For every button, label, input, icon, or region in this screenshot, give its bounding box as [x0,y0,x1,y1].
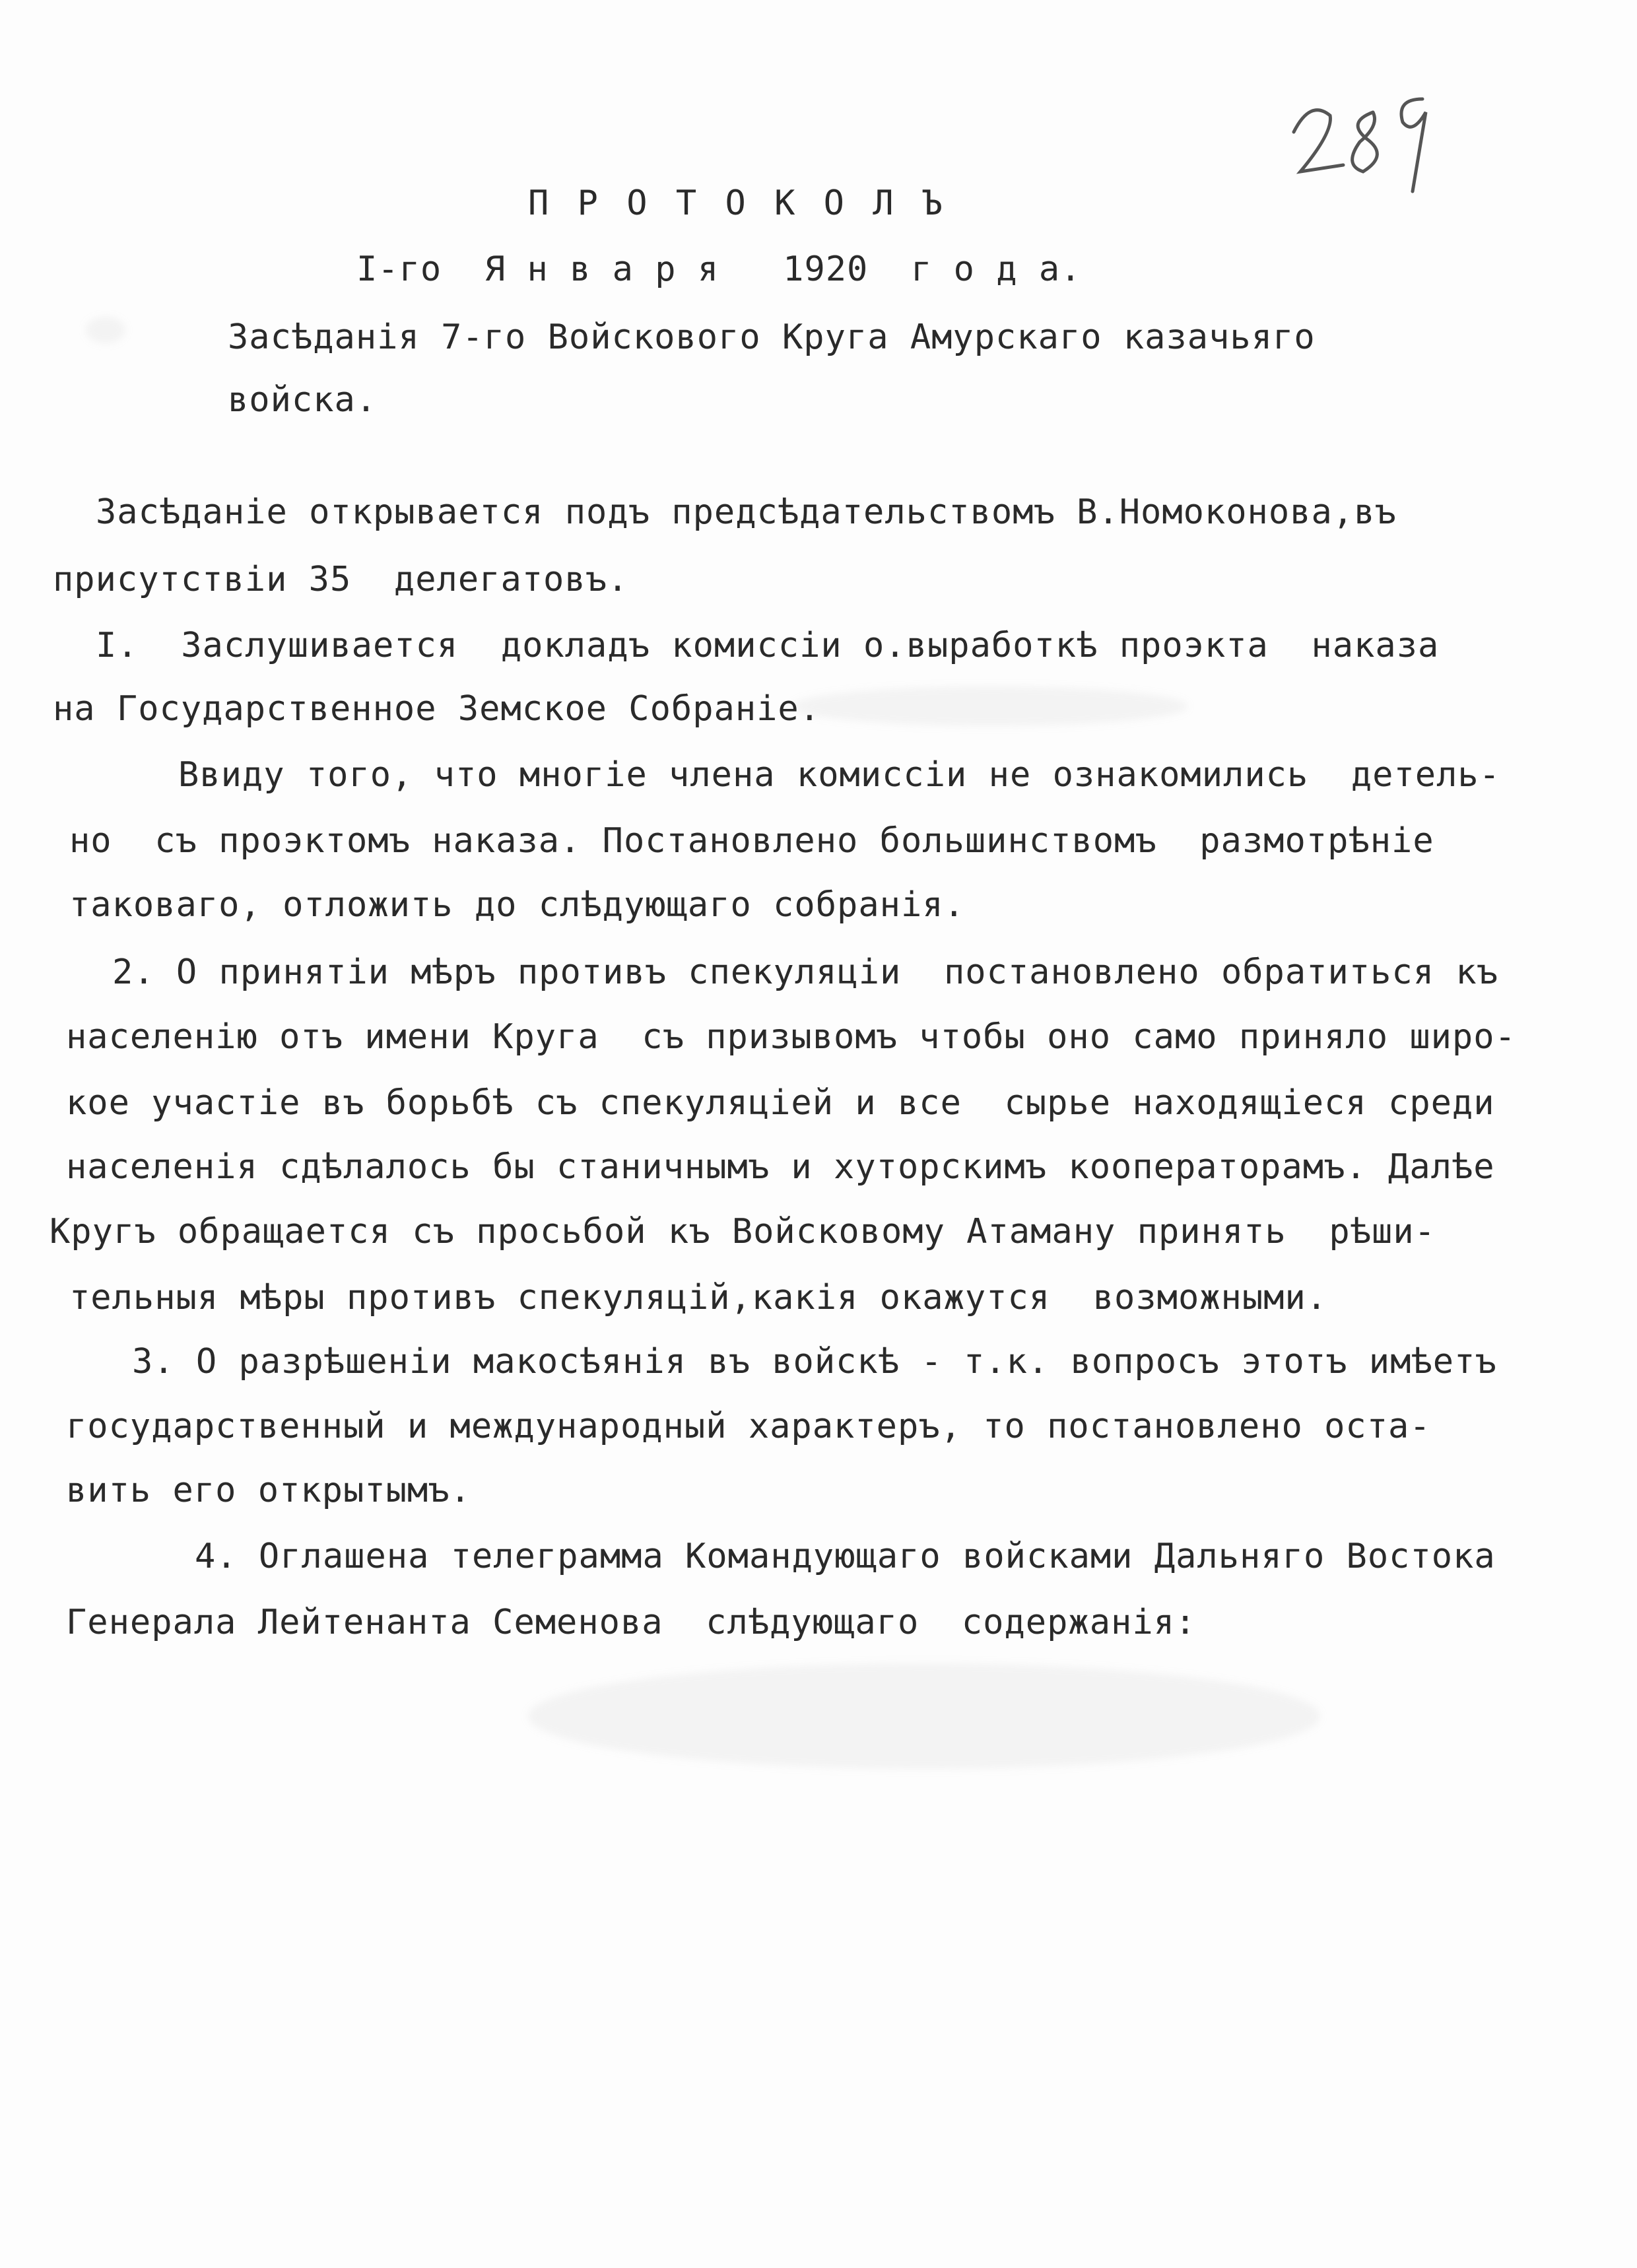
body-line: присутствіи 35 делегатовъ. [53,560,629,599]
body-line: населенію отъ имени Круга съ призывомъ чтобы оно само приняло широ- [66,1017,1516,1057]
document-title: П Р О Т О К О Л Ъ [528,183,947,223]
body-line: 3. О разрѣшеніи макосѣянія въ войскѣ - т.к. вопросъ этотъ имѣетъ [132,1342,1497,1382]
paper-smudge [792,686,1188,726]
subtitle-line-1: Засѣданія 7-го Войскового Круга Амурскаго казачьяго [228,317,1316,357]
handwritten-page-number [1281,86,1439,198]
body-line: 4. Оглашена телеграмма Командующаго войсками Дальняго Востока [195,1537,1496,1576]
body-line: на Государственное Земское Собраніе. [53,689,821,729]
body-line: Генерала Лейтенанта Семенова слѣдующаго содержанія: [66,1603,1197,1642]
body-line: Засѣданіе открывается подъ предсѣдательствомъ В.Номоконова,въ [96,492,1397,532]
body-line: Кругъ обращается съ просьбой къ Войсковому Атаману принять рѣши- [50,1212,1436,1251]
date-line: I-го Я н в а р я 1920 г о д а. [356,250,1082,289]
body-line: кое участіе въ борьбѣ съ спекуляціей и все сырье находящіеся среди [66,1083,1495,1123]
body-line: но съ проэктомъ наказа. Постановлено большинствомъ размотрѣніе [69,821,1434,861]
body-line: населенія сдѣлалось бы станичнымъ и хуторскимъ кооператорамъ. Далѣе [66,1147,1495,1187]
body-line: 2. О принятіи мѣръ противъ спекуляціи постановлено обратиться къ [112,952,1498,992]
body-line: I. Заслушивается докладъ комиссіи о.выработкѣ проэкта наказа [96,626,1440,665]
body-line: Ввиду того, что многіе члена комиссіи не ознакомились детель- [178,755,1501,795]
body-line: государственный и международный характеръ, то постановлено оста- [66,1407,1431,1446]
body-line: таковаго, отложить до слѣдующаго собранія. [69,885,965,925]
body-line: вить его открытымъ. [66,1471,471,1510]
paper-smudge [86,317,125,343]
paper-smudge [528,1663,1320,1769]
subtitle-line-2: войска. [228,380,378,420]
body-line: тельныя мѣры противъ спекуляцій,какія окажутся возможными. [69,1278,1328,1317]
